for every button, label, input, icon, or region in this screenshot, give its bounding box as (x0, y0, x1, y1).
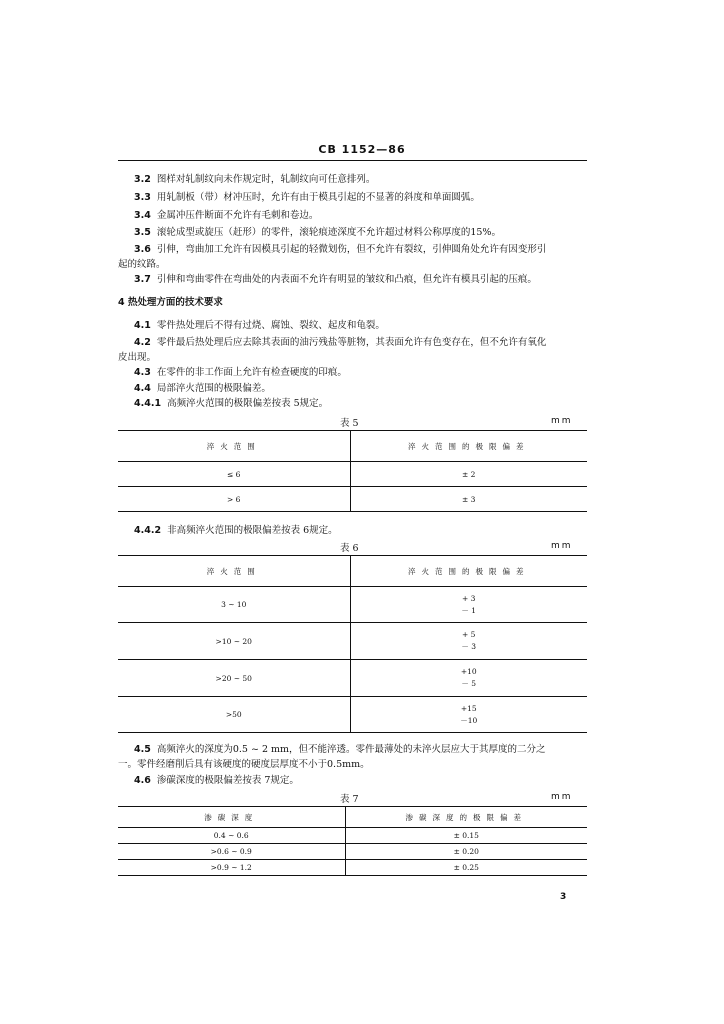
table-cell: ± 0.25 (345, 860, 587, 876)
item-4-6: 4.6 渗碳深度的极限偏差按表 7规定。 (134, 775, 299, 786)
standard-number: CB 1152—86 (318, 143, 406, 156)
table-header-cell: 渗碳深度 (118, 807, 345, 828)
table-5-caption: 表 5 (340, 418, 359, 429)
item-4-2: 4.2 零件最后热处理后应去除其表面的油污残盐等脏物，其表面允许有色变存在，但不允许有氧化 (134, 337, 547, 348)
table-cell: ≤ 6 (118, 462, 350, 487)
section-4-title: 4 热处理方面的技术要求 (118, 297, 223, 308)
item-4-5: 4.5 高频淬火的深度为0.5 ~ 2 mm，但不能淬透。零件最薄处的未淬火层应大于其厚度的二分之 (134, 744, 546, 755)
item-4-2-continued: 皮出现。 (118, 352, 157, 363)
table-row (118, 587, 587, 623)
table-header-cell: 渗碳深度的极限偏差 (345, 807, 587, 828)
table-row (118, 462, 587, 487)
table-cell: ± 0.20 (345, 844, 587, 860)
item-3-6: 3.6 引伸，弯曲加工允许有因模具引起的轻微划伤，但不允许有裂纹，引伸圆角处允许有因变形引 (134, 244, 547, 255)
table-6 (118, 555, 587, 733)
table-6-unit: mm (551, 541, 573, 551)
table-cell: +15 －10 (350, 697, 587, 733)
table-cell: ± 3 (350, 487, 587, 512)
table-cell: >20 ~ 50 (118, 660, 350, 697)
table-row (118, 660, 587, 697)
table-cell: >10 ~ 20 (118, 623, 350, 660)
table-6-caption: 表 6 (340, 543, 359, 554)
table-cell: > 6 (118, 487, 350, 512)
table-7-unit: mm (551, 792, 573, 802)
item-3-7: 3.7 引伸和弯曲零件在弯曲处的内表面不允许有明显的皱纹和凸痕，但允许有模具引起的压痕。 (134, 274, 537, 285)
table-7 (118, 806, 587, 876)
item-3-6-continued: 起的纹路。 (118, 259, 166, 270)
table-cell: + 5 － 3 (350, 623, 587, 660)
table-5 (118, 430, 587, 512)
item-4-5-continued: 一。零件经磨削后具有该硬度的硬度层厚度不小于0.5mm。 (118, 759, 370, 770)
table-header-cell: 淬火范围的极限偏差 (350, 556, 587, 587)
table-cell: >0.6 ~ 0.9 (118, 844, 345, 860)
table-cell: +10 － 5 (350, 660, 587, 697)
item-4-4: 4.4 局部淬火范围的极限偏差。 (134, 383, 271, 394)
table-cell: ± 0.15 (345, 828, 587, 844)
table-header-row (118, 807, 587, 828)
item-3-4: 3.4 金属冲压件断面不允许有毛刺和卷边。 (134, 210, 319, 221)
item-3-5: 3.5 滚轮成型或旋压（赶形）的零件，滚轮痕迹深度不允许超过材料公称厚度的15%。 (134, 227, 501, 238)
table-row (118, 828, 587, 844)
item-3-2: 3.2 图样对轧制纹向未作规定时，轧制纹向可任意排列。 (134, 174, 376, 185)
item-4-4-2: 4.4.2 非高频淬火范围的极限偏差按表 6规定。 (134, 525, 338, 536)
table-row (118, 697, 587, 733)
table-row (118, 844, 587, 860)
table-cell: + 3 － 1 (350, 587, 587, 623)
table-row (118, 860, 587, 876)
table-row (118, 487, 587, 512)
item-3-3: 3.3 用轧制板（带）材冲压时，允许有由于模具引起的不显著的斜度和单面圆弧。 (134, 192, 480, 203)
table-header-row (118, 431, 587, 462)
table-header-cell: 淬火范围的极限偏差 (350, 431, 587, 462)
header-rule (118, 160, 587, 161)
table-cell: >0.9 ~ 1.2 (118, 860, 345, 876)
table-cell: 3 ~ 10 (118, 587, 350, 623)
table-row (118, 623, 587, 660)
table-header-cell: 淬火范围 (118, 556, 350, 587)
item-4-1: 4.1 零件热处理后不得有过烧、腐蚀、裂纹、起皮和龟裂。 (134, 320, 385, 331)
page-number: 3 (560, 892, 567, 902)
table-cell: ± 2 (350, 462, 587, 487)
table-7-caption: 表 7 (340, 794, 359, 805)
table-header-cell: 淬火范围 (118, 431, 350, 462)
table-5-unit: mm (551, 416, 573, 426)
item-4-4-1: 4.4.1 高频淬火范围的极限偏差按表 5规定。 (134, 398, 329, 409)
table-cell: >50 (118, 697, 350, 733)
table-header-row (118, 556, 587, 587)
table-cell: 0.4 ~ 0.6 (118, 828, 345, 844)
item-4-3: 4.3 在零件的非工作面上允许有检查硬度的印痕。 (134, 367, 347, 378)
